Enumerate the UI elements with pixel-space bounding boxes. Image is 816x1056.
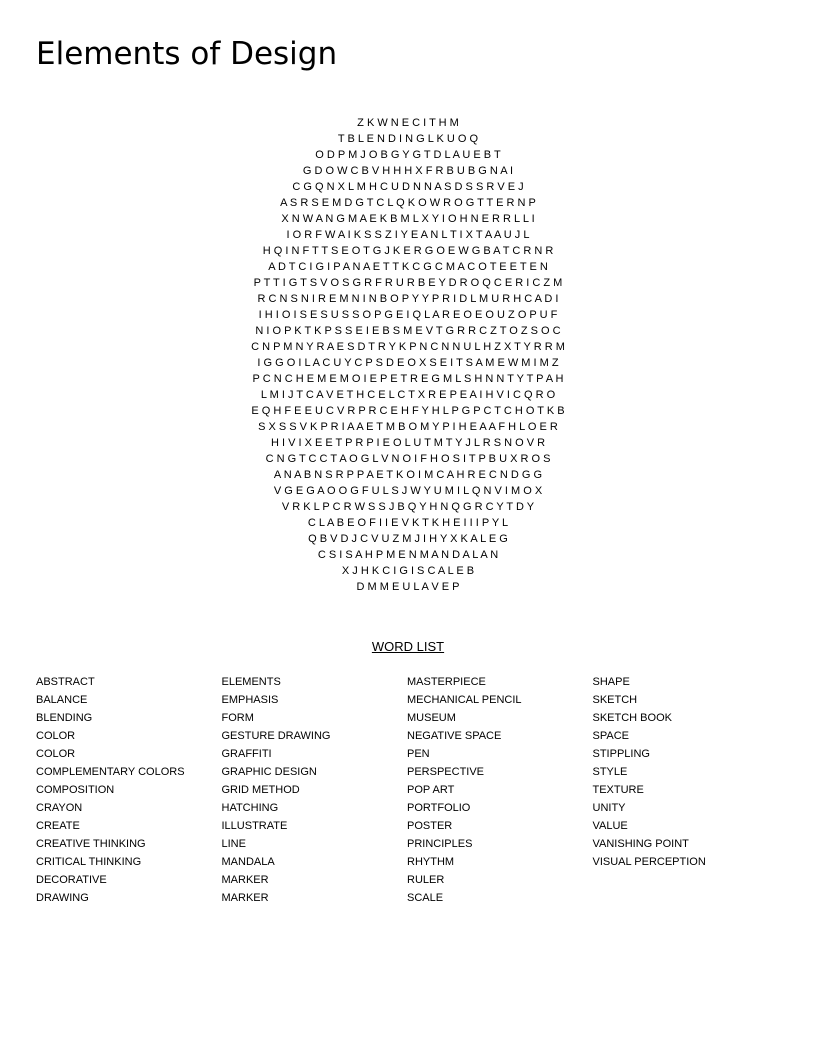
grid-row: Q B V D J C V U Z M J I H Y X K A L E G (308, 533, 508, 545)
word-item: FORM (221, 712, 254, 724)
word-item: COMPOSITION (36, 784, 115, 796)
word-column (593, 673, 779, 907)
grid-row: P T T I G T S V O S G R F R U R B E Y D R O Q C E R I C Z M (253, 277, 563, 289)
word-item: RULER (407, 874, 445, 886)
word-item: LINE (221, 838, 246, 850)
word-item: COLOR (36, 748, 76, 760)
word-item: POSTER (407, 820, 453, 832)
grid-row: I H I O I S E S U S S O P G E I Q L A R E O E O U Z O P U F (258, 309, 558, 321)
word-item: NEGATIVE SPACE (407, 730, 502, 742)
word-list-heading: WORD LIST (371, 639, 445, 654)
word-item: SKETCH BOOK (592, 712, 672, 724)
word-item: MASTERPIECE (407, 676, 486, 688)
grid-row: C S I S A H P M E N M A N D A L A N (317, 549, 499, 561)
grid-row: X J H K C I G I S C A L E B (341, 565, 475, 577)
word-item: POP ART (407, 784, 455, 796)
grid-row: V R K L P C R W S S J B Q Y H N Q G R C Y T D Y (281, 501, 535, 513)
word-item: GRID METHOD (221, 784, 300, 796)
grid-row: C G Q N X L M H C U D N N A S D S S R V E J (292, 181, 524, 193)
word-item: BLENDING (36, 712, 93, 724)
grid-row: S X S S V K P R I A A E T M B O M Y P I H E A A F H L O E R (258, 421, 558, 433)
word-column (407, 673, 593, 907)
word-item: DECORATIVE (36, 874, 107, 886)
grid-row: A D T C I G I P A N A E T T K C G C M A C O T E E T E N (268, 261, 548, 273)
word-item: ABSTRACT (36, 676, 95, 688)
letter-grid (0, 115, 816, 595)
word-item: VALUE (592, 820, 628, 832)
word-item: STIPPLING (592, 748, 650, 760)
word-item: SHAPE (592, 676, 630, 688)
word-item: COMPLEMENTARY COLORS (36, 766, 185, 778)
word-item: PRINCIPLES (407, 838, 473, 850)
word-item: CRITICAL THINKING (36, 856, 142, 868)
word-item: MARKER (221, 892, 269, 904)
grid-row: L M I J T C A V E T H C E L C T X R E P E A I H V I C Q R O (260, 389, 556, 401)
grid-row: P C N C H E M E M O I E P E T R E G M L S H N N T Y T P A H (252, 373, 564, 385)
word-item: PORTFOLIO (407, 802, 471, 814)
grid-row: O D P M J O B G Y G T D L A U E B T (315, 149, 501, 161)
grid-row: V G E G A O O G F U L S J W Y U M I L Q N V I M O X (273, 485, 543, 497)
word-item: MANDALA (221, 856, 275, 868)
word-item: CREATE (36, 820, 80, 832)
word-column (222, 673, 408, 907)
word-item: SKETCH (592, 694, 638, 706)
word-item: MECHANICAL PENCIL (407, 694, 522, 706)
word-item: MUSEUM (407, 712, 456, 724)
word-item: ILLUSTRATE (221, 820, 288, 832)
grid-row: H I V I X E E T P R P I E O L U T M T Y J L R S N O V R (270, 437, 546, 449)
word-item: BALANCE (36, 694, 88, 706)
grid-row: R C N S N I R E M N I N B O P Y Y P R I D L M U R H C A D I (257, 293, 559, 305)
grid-row: I G G O I L A C U Y C P S D E O X S E I T S A M E W M I M Z (257, 357, 559, 369)
word-item: HATCHING (221, 802, 279, 814)
word-item: VISUAL PERCEPTION (592, 856, 706, 868)
word-item: SCALE (407, 892, 444, 904)
grid-row: C N G T C C T A O G L V N O I F H O S I T P B U X R O S (265, 453, 551, 465)
grid-row: D M M E U L A V E P (356, 581, 460, 593)
word-item: GRAPHIC DESIGN (221, 766, 317, 778)
grid-row: N I O P K T K P S S E I E B S M E V T G R R C Z T O Z S O C (255, 325, 561, 337)
word-item: STYLE (592, 766, 628, 778)
word-item: TEXTURE (592, 784, 644, 796)
word-item: CRAYON (36, 802, 83, 814)
word-item: RHYTHM (407, 856, 455, 868)
word-item: GRAFFITI (221, 748, 272, 760)
word-item: PERSPECTIVE (407, 766, 485, 778)
grid-row: X N W A N G M A E K B M L X Y I O H N E R R L L I (281, 213, 535, 225)
grid-row: H Q I N F T T S E O T G J K E R G O E W G B A T C R N R (262, 245, 554, 257)
word-list (36, 673, 780, 907)
grid-row: G D O W C B V H H H X F R B U B G N A I (302, 165, 514, 177)
grid-row: A N A B N S R P P A E T K O I M C A H R E C N D G G (273, 469, 543, 481)
word-column (36, 673, 222, 907)
word-item: CREATIVE THINKING (36, 838, 146, 850)
word-item: ELEMENTS (221, 676, 281, 688)
grid-row: Z K W N E C I T H M (357, 117, 459, 129)
word-item: GESTURE DRAWING (221, 730, 331, 742)
grid-row: C L A B E O F I I E V K T K H E I I I P Y L (307, 517, 509, 529)
word-item: UNITY (592, 802, 626, 814)
word-item: DRAWING (36, 892, 89, 904)
grid-row: C N P M N Y R A E S D T R Y K P N C N N U L H Z X T Y R R M (251, 341, 565, 353)
grid-row: I O R F W A I K S S Z I Y E A N L T I X T A A U J L (286, 229, 530, 241)
grid-row: A S R S E M D G T C L Q K O W R O G T T E R N P (280, 197, 536, 209)
word-item: MARKER (221, 874, 269, 886)
word-item: VANISHING POINT (592, 838, 689, 850)
grid-row: T B L E N D I N G L K U O Q (337, 133, 479, 145)
word-item: SPACE (592, 730, 629, 742)
grid-row: E Q H F E E U C V R P R C E H F Y H L P G P C T C H O T K B (251, 405, 565, 417)
page-title: Elements of Design (36, 36, 338, 72)
word-item: COLOR (36, 730, 76, 742)
word-item: EMPHASIS (221, 694, 279, 706)
word-item: PEN (407, 748, 430, 760)
